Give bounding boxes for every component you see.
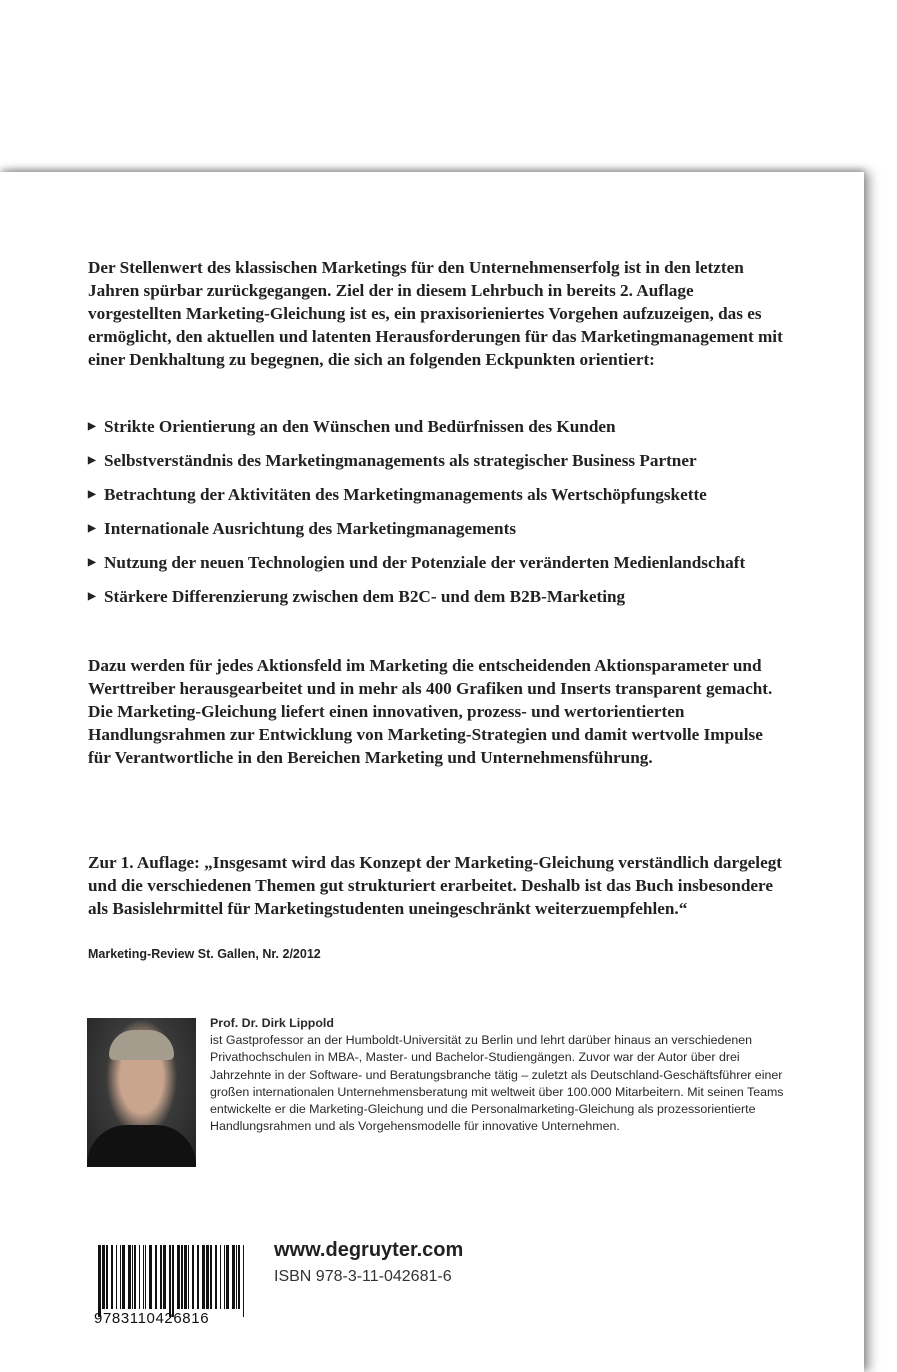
barcode-bar bbox=[163, 1245, 166, 1309]
barcode-bar bbox=[210, 1245, 212, 1309]
barcode-bar bbox=[120, 1245, 121, 1309]
barcode-bar bbox=[128, 1245, 131, 1309]
barcode-bar bbox=[169, 1245, 171, 1317]
barcode-bar bbox=[177, 1245, 180, 1309]
barcode-bar bbox=[116, 1245, 117, 1309]
key-point: ▶ Stärkere Differenzierung zwischen dem B2C- und dem B2B-Marketing bbox=[88, 587, 626, 606]
barcode-bar bbox=[238, 1245, 240, 1309]
barcode-bar bbox=[139, 1245, 140, 1309]
barcode-bar bbox=[102, 1245, 105, 1309]
barcode-bar bbox=[111, 1245, 113, 1309]
barcode-bar bbox=[236, 1245, 237, 1309]
intro-paragraph: Der Stellenwert des klassischen Marketings für den Unternehmenserfolg ist in den letzten Jahren spürbar zurückgegangen. Ziel der in diesem Lehrbuch in bereits 2. Auflage vorgestellten Marketing-Gleichung ist es, ein praxisorieniertes Vorgehen aufzuzeigen, das es ermöglicht, den aktuellen und latenten Herausforderungen für das Marketingmanagement mit einer Denkhaltung zu begegnen, die sich an folgenden Eckpunkten orientiert: bbox=[88, 258, 783, 369]
barcode-bar bbox=[197, 1245, 199, 1309]
barcode-number: 9783110426816 bbox=[94, 1310, 210, 1327]
barcode-bar bbox=[181, 1245, 183, 1309]
barcode-bar bbox=[232, 1245, 235, 1309]
barcode-bar bbox=[149, 1245, 152, 1309]
barcode-bar bbox=[132, 1245, 133, 1309]
barcode-bar bbox=[98, 1245, 101, 1317]
isbn-barcode bbox=[96, 1245, 248, 1317]
barcode-bar bbox=[172, 1245, 174, 1317]
key-point: ▶ Nutzung der neuen Technologien und der Potenziale der veränderten Medienlandschaft bbox=[88, 553, 746, 572]
triangle-right-icon: ▶ bbox=[88, 421, 96, 432]
review-source: Marketing-Review St. Gallen, Nr. 2/2012 bbox=[88, 947, 321, 961]
author-photo bbox=[87, 1018, 196, 1167]
barcode-bar bbox=[122, 1245, 125, 1309]
barcode-bar bbox=[215, 1245, 217, 1309]
barcode-bar bbox=[220, 1245, 221, 1309]
key-point: ▶ Selbstverständnis des Marketingmanagements als strategischer Business Partner bbox=[88, 451, 697, 470]
author-bio-text: ist Gastprofessor an der Humboldt-Universität zu Berlin und lehrt darüber hinaus an verschiedenen Privathochschulen in MBA-, Master- und Bachelor-Studiengängen. Zuvor war der Autor über drei Jahrzehnte in der Software- und Beratungsbranche tätig – zuletzt als Deutschland-Geschäftsführer einer großen internationalen Unternehmensberatung mit weltweit über 100.000 Mitarbeitern. Mit seinen Teams entwickelte er die Marketing-Gleichung und die Personalmarketing-Gleichung als prozessorientierte Handlungsrahmen und als Vorgehensmodelle für innovative Unternehmen. bbox=[210, 1033, 784, 1134]
barcode-bar bbox=[202, 1245, 205, 1309]
triangle-right-icon: ▶ bbox=[88, 489, 96, 500]
key-points-list bbox=[88, 415, 788, 619]
barcode-bar bbox=[184, 1245, 187, 1309]
barcode-bar bbox=[145, 1245, 146, 1309]
key-point: ▶ Strikte Orientierung an den Wünschen und Bedürfnissen des Kunden bbox=[88, 417, 616, 436]
barcode-bar bbox=[224, 1245, 225, 1309]
key-point: ▶ Internationale Ausrichtung des Marketingmanagements bbox=[88, 519, 517, 538]
triangle-right-icon: ▶ bbox=[88, 455, 96, 466]
triangle-right-icon: ▶ bbox=[88, 591, 96, 602]
barcode-bar bbox=[106, 1245, 108, 1309]
author-bio bbox=[210, 1015, 800, 1135]
isbn: ISBN 978-3-11-042681-6 bbox=[274, 1268, 452, 1285]
review-quote: Zur 1. Auflage: „Insgesamt wird das Konzept der Marketing-Gleichung verständlich dargelegt und die verschiedenen Themen gut strukturiert erarbeitet. Deshalb ist das Buch insbesondere als Basislehrmittel für Marketingstudenten uneingeschränkt weiterzuempfehlen.“ bbox=[88, 853, 783, 918]
barcode-bar bbox=[155, 1245, 157, 1309]
barcode-bar bbox=[134, 1245, 136, 1309]
key-point: ▶ Betrachtung der Aktivitäten des Marketingmanagements als Wertschöpfungskette bbox=[88, 485, 707, 504]
barcode-bar bbox=[226, 1245, 229, 1309]
summary-paragraph: Dazu werden für jedes Aktionsfeld im Marketing die entscheidenden Aktionsparameter und Werttreiber herausgearbeitet und in mehr als 400 Grafiken und Inserts transparent gemacht. Die Marketing-Gleichung liefert einen innovativen, prozess- und wertorientierten Handlungsrahmen zur Entwicklung von Marketing-Strategien und damit wertvolle Impulse für Verantwortliche in den Bereichen Marketing und Unternehmensführung. bbox=[88, 656, 773, 767]
author-name: Prof. Dr. Dirk Lippold bbox=[210, 1016, 334, 1030]
barcode-bar bbox=[206, 1245, 209, 1309]
barcode-bar bbox=[160, 1245, 162, 1309]
barcode-bar bbox=[192, 1245, 194, 1309]
publisher-url: www.degruyter.com bbox=[274, 1239, 464, 1261]
triangle-right-icon: ▶ bbox=[88, 557, 96, 568]
barcode-bar bbox=[243, 1245, 244, 1317]
barcode-bar bbox=[143, 1245, 144, 1309]
barcode-bar bbox=[188, 1245, 189, 1309]
book-back-cover bbox=[0, 172, 864, 1372]
triangle-right-icon: ▶ bbox=[88, 523, 96, 534]
